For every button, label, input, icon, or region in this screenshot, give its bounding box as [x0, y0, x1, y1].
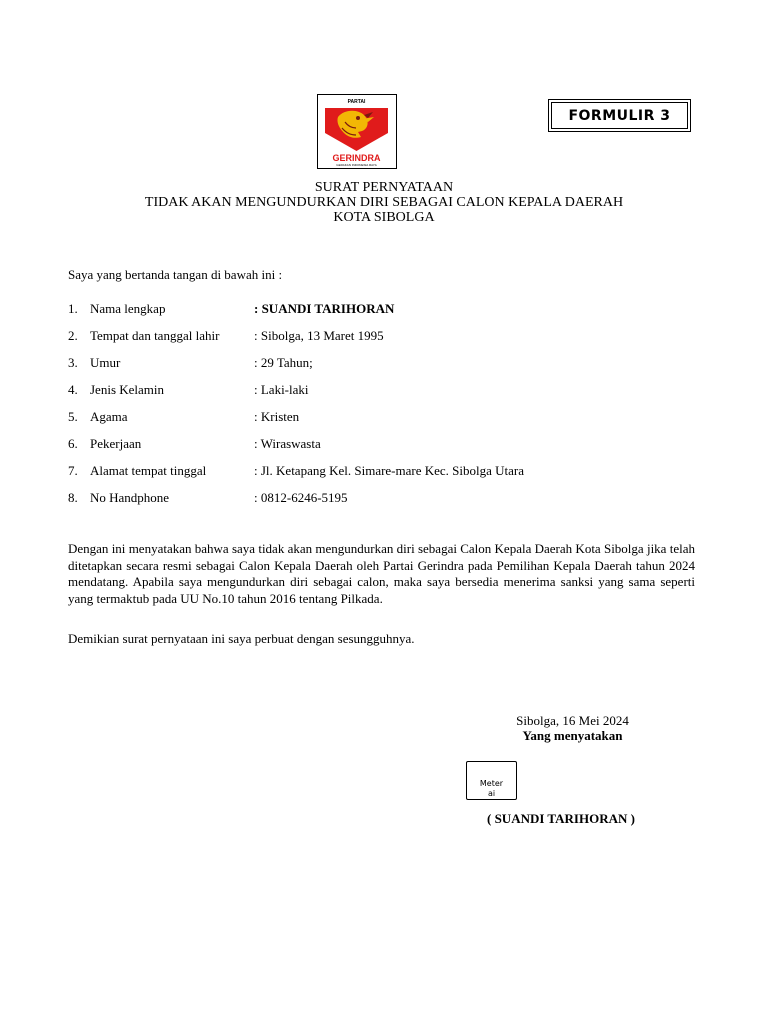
meterai-text-line2: ai — [487, 789, 496, 798]
logo-tagline: GERAKAN INDONESIA RAYA — [336, 163, 377, 167]
field-number: 4. — [68, 382, 78, 397]
field-value: : Jl. Ketapang Kel. Simare-mare Kec. Sibolga Utara — [254, 463, 525, 478]
garuda-emblem-icon — [318, 95, 395, 167]
meterai-text-line1: Meter — [479, 779, 504, 788]
field-number: 6. — [68, 436, 78, 451]
field-value: : 0812-6246-5195 — [254, 490, 348, 505]
field-label: Tempat dan tanggal lahir — [90, 328, 220, 343]
field-number: 5. — [68, 409, 78, 424]
document-subtitle: TIDAK AKAN MENGUNDURKAN DIRI SEBAGAI CALON KEPALA DAERAH — [144, 195, 624, 210]
field-number: 2. — [68, 328, 78, 343]
formulir-box — [548, 99, 691, 132]
meterai-stamp — [466, 761, 517, 800]
field-value: : SUANDI TARIHORAN — [254, 301, 395, 316]
field-value: : 29 Tahun; — [254, 355, 313, 370]
field-number: 8. — [68, 490, 78, 505]
field-label: Jenis Kelamin — [90, 382, 165, 397]
field-label: Pekerjaan — [90, 436, 142, 451]
logo-party-name: GERINDRA — [332, 153, 381, 163]
logo-top-text: PARTAI — [347, 99, 366, 105]
intro-text: Saya yang bertanda tangan di bawah ini : — [68, 267, 283, 282]
field-value: : Wiraswasta — [254, 436, 321, 451]
document-title: SURAT PERNYATAAN — [314, 180, 454, 195]
field-label: Alamat tempat tinggal — [90, 463, 207, 478]
field-value: : Kristen — [254, 409, 300, 424]
closing-paragraph: Demikian surat pernyataan ini saya perbuat dengan sesungguhnya. — [68, 631, 415, 646]
declarant-label: Yang menyatakan — [522, 728, 623, 743]
field-value: : Sibolga, 13 Maret 1995 — [254, 328, 384, 343]
field-label: Agama — [90, 409, 128, 424]
formulir-label: FORMULIR 3 — [551, 102, 688, 129]
place-date: Sibolga, 16 Mei 2024 — [516, 713, 629, 728]
field-label: No Handphone — [90, 490, 170, 505]
statement-paragraph: Dengan ini menyatakan bahwa saya tidak akan mengundurkan diri sebagai Calon Kepala Daerah Kota Sibolga jika telah ditetapkan secara resmi sebagai Calon Kepala Daerah oleh Partai Gerindra pada Pemilihan Kepala Daerah tahun 2024 mendatang. Apabila saya mengundurkan diri sebagai calon, maka saya bersedia menerima sanksi yang sama seperti yang termaktub pada UU No.10 tahun 2016 tentang Pilkada. — [68, 541, 695, 606]
field-value: : Laki-laki — [254, 382, 309, 397]
field-label: Nama lengkap — [90, 301, 166, 316]
gerindra-logo — [317, 94, 397, 169]
field-number: 7. — [68, 463, 78, 478]
field-number: 1. — [68, 301, 78, 316]
field-number: 3. — [68, 355, 78, 370]
signatory-name: ( SUANDI TARIHORAN ) — [487, 811, 635, 826]
field-label: Umur — [90, 355, 121, 370]
document-subtitle-city: KOTA SIBOLGA — [333, 210, 435, 225]
